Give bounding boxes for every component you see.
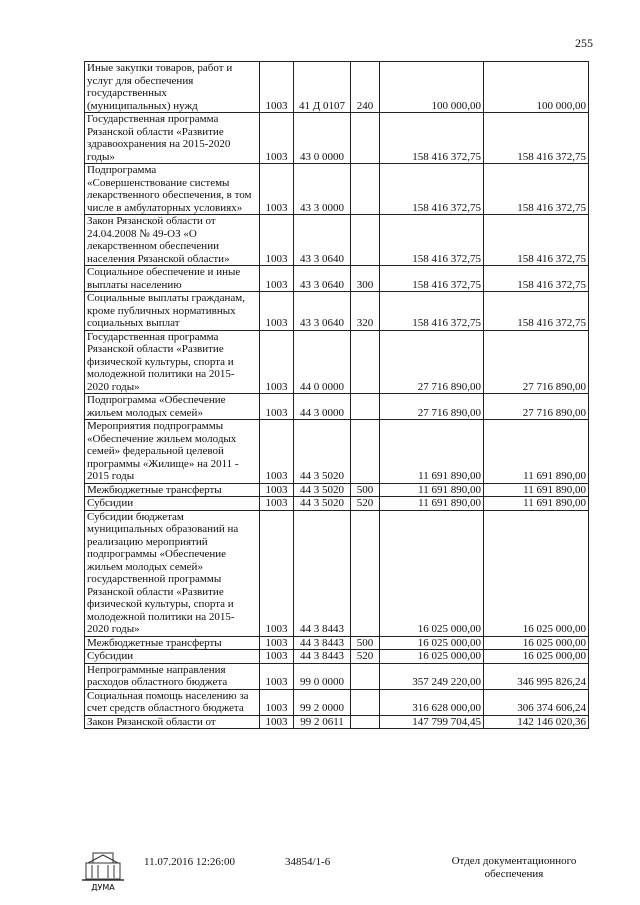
row-amount-1-cell: 16 025 000,00: [380, 650, 484, 664]
table-row: [85, 650, 589, 664]
row-target-article-cell: 99 0 0000: [294, 663, 351, 689]
table-row: [85, 113, 589, 164]
row-expense-type-cell: 500: [351, 483, 380, 497]
row-amount-2-cell: 11 691 890,00: [484, 483, 589, 497]
row-amount-1-cell: 316 628 000,00: [380, 689, 484, 715]
row-expense-type-cell: [351, 663, 380, 689]
row-name-cell: Государственная программа Рязанской области «Развитие физической культуры, спорта и молодежной политики на 2015- 2020 годы»: [85, 330, 260, 394]
row-code-cell: 1003: [260, 215, 294, 266]
row-name-cell: Субсидии: [85, 650, 260, 664]
row-amount-2-cell: 158 416 372,75: [484, 215, 589, 266]
row-code-cell: 1003: [260, 266, 294, 292]
budget-table: [84, 61, 589, 729]
row-target-article-cell: 44 3 8443: [294, 636, 351, 650]
row-name-cell: Межбюджетные трансферты: [85, 636, 260, 650]
footer-doc-number: 34854/1-6: [285, 856, 331, 868]
row-expense-type-cell: 520: [351, 497, 380, 511]
row-name-cell: Социальные выплаты гражданам, кроме публичных нормативных социальных выплат: [85, 292, 260, 331]
row-target-article-cell: 43 3 0640: [294, 292, 351, 331]
row-target-article-cell: 44 3 5020: [294, 420, 351, 484]
row-amount-1-cell: 16 025 000,00: [380, 636, 484, 650]
row-amount-2-cell: 158 416 372,75: [484, 164, 589, 215]
table-row: [85, 164, 589, 215]
row-code-cell: 1003: [260, 62, 294, 113]
row-expense-type-cell: [351, 330, 380, 394]
row-target-article-cell: 44 0 0000: [294, 330, 351, 394]
table-row: [85, 292, 589, 331]
table-row: [85, 497, 589, 511]
row-amount-1-cell: 357 249 220,00: [380, 663, 484, 689]
row-amount-1-cell: 11 691 890,00: [380, 420, 484, 484]
row-code-cell: 1003: [260, 636, 294, 650]
row-expense-type-cell: 520: [351, 650, 380, 664]
row-name-cell: Мероприятия подпрограммы «Обеспечение жильем молодых семей» федеральной целевой программы «Жилище» на 2011 - 2015 годы: [85, 420, 260, 484]
row-amount-1-cell: 27 716 890,00: [380, 330, 484, 394]
row-expense-type-cell: [351, 510, 380, 636]
row-target-article-cell: 99 2 0000: [294, 689, 351, 715]
table-row: [85, 62, 589, 113]
row-amount-2-cell: 27 716 890,00: [484, 394, 589, 420]
row-target-article-cell: 43 0 0000: [294, 113, 351, 164]
row-name-cell: Закон Рязанской области от 24.04.2008 № 49-ОЗ «О лекарственном обеспечении населения Рязанской области»: [85, 215, 260, 266]
row-code-cell: 1003: [260, 650, 294, 664]
row-name-cell: Социальное обеспечение и иные выплаты населению: [85, 266, 260, 292]
row-amount-2-cell: 100 000,00: [484, 62, 589, 113]
row-name-cell: Закон Рязанской области от: [85, 715, 260, 729]
row-amount-2-cell: 158 416 372,75: [484, 266, 589, 292]
row-code-cell: 1003: [260, 510, 294, 636]
table-body: [85, 62, 589, 729]
table-row: [85, 330, 589, 394]
row-amount-2-cell: 142 146 020,36: [484, 715, 589, 729]
row-code-cell: 1003: [260, 292, 294, 331]
row-amount-1-cell: 11 691 890,00: [380, 497, 484, 511]
row-amount-1-cell: 158 416 372,75: [380, 266, 484, 292]
row-code-cell: 1003: [260, 113, 294, 164]
row-amount-1-cell: 27 716 890,00: [380, 394, 484, 420]
row-expense-type-cell: [351, 113, 380, 164]
row-amount-1-cell: 11 691 890,00: [380, 483, 484, 497]
row-target-article-cell: 99 2 0611: [294, 715, 351, 729]
row-amount-1-cell: 158 416 372,75: [380, 113, 484, 164]
row-name-cell: Межбюджетные трансферты: [85, 483, 260, 497]
row-expense-type-cell: [351, 215, 380, 266]
row-code-cell: 1003: [260, 420, 294, 484]
row-name-cell: Субсидии бюджетам муниципальных образований на реализацию мероприятий подпрограммы «Обеспечение жильем молодых семей» государственной программы Рязанской области «Развитие физической культуры, спорта и молодежной политики на 2015- 2020 годы»: [85, 510, 260, 636]
row-amount-1-cell: 100 000,00: [380, 62, 484, 113]
row-target-article-cell: 44 3 0000: [294, 394, 351, 420]
row-expense-type-cell: [351, 420, 380, 484]
row-name-cell: Подпрограмма «Обеспечение жильем молодых семей»: [85, 394, 260, 420]
row-target-article-cell: 43 3 0000: [294, 164, 351, 215]
row-target-article-cell: 43 3 0640: [294, 215, 351, 266]
row-expense-type-cell: 320: [351, 292, 380, 331]
table-row: [85, 636, 589, 650]
row-expense-type-cell: [351, 164, 380, 215]
table-row: [85, 215, 589, 266]
page-number: 255: [575, 36, 593, 50]
row-amount-2-cell: 306 374 606,24: [484, 689, 589, 715]
row-amount-1-cell: 158 416 372,75: [380, 164, 484, 215]
row-code-cell: 1003: [260, 394, 294, 420]
row-amount-2-cell: 346 995 826,24: [484, 663, 589, 689]
row-code-cell: 1003: [260, 715, 294, 729]
row-expense-type-cell: [351, 689, 380, 715]
row-expense-type-cell: [351, 715, 380, 729]
table-row: [85, 663, 589, 689]
row-amount-2-cell: 16 025 000,00: [484, 510, 589, 636]
row-amount-1-cell: 158 416 372,75: [380, 292, 484, 331]
row-target-article-cell: 44 3 5020: [294, 497, 351, 511]
row-code-cell: 1003: [260, 164, 294, 215]
duma-logo: [78, 849, 128, 893]
logo-text: ДУМА: [91, 883, 115, 892]
row-name-cell: Иные закупки товаров, работ и услуг для обеспечения государственных (муниципальных) нужд: [85, 62, 260, 113]
row-code-cell: 1003: [260, 497, 294, 511]
row-name-cell: Непрограммные направления расходов областного бюджета: [85, 663, 260, 689]
row-name-cell: Государственная программа Рязанской области «Развитие здравоохранения на 2015-2020 годы»: [85, 113, 260, 164]
footer-department-line1: Отдел документационного: [451, 855, 577, 867]
row-code-cell: 1003: [260, 483, 294, 497]
row-amount-1-cell: 158 416 372,75: [380, 215, 484, 266]
row-amount-2-cell: 16 025 000,00: [484, 650, 589, 664]
row-name-cell: Социальная помощь населению за счет средств областного бюджета: [85, 689, 260, 715]
footer-department-line2: обеспечения: [484, 868, 544, 880]
table-row: [85, 266, 589, 292]
row-amount-2-cell: 11 691 890,00: [484, 420, 589, 484]
table-row: [85, 483, 589, 497]
row-target-article-cell: 43 3 0640: [294, 266, 351, 292]
row-target-article-cell: 44 3 5020: [294, 483, 351, 497]
row-amount-2-cell: 158 416 372,75: [484, 292, 589, 331]
table-row: [85, 510, 589, 636]
row-amount-1-cell: 147 799 704,45: [380, 715, 484, 729]
table-row: [85, 394, 589, 420]
table-row: [85, 689, 589, 715]
row-expense-type-cell: 500: [351, 636, 380, 650]
table-row: [85, 420, 589, 484]
row-name-cell: Субсидии: [85, 497, 260, 511]
row-expense-type-cell: 240: [351, 62, 380, 113]
row-target-article-cell: 44 3 8443: [294, 650, 351, 664]
row-target-article-cell: 44 3 8443: [294, 510, 351, 636]
row-amount-2-cell: 16 025 000,00: [484, 636, 589, 650]
footer-department: [438, 855, 590, 881]
row-code-cell: 1003: [260, 330, 294, 394]
row-amount-1-cell: 16 025 000,00: [380, 510, 484, 636]
row-amount-2-cell: 158 416 372,75: [484, 113, 589, 164]
row-amount-2-cell: 11 691 890,00: [484, 497, 589, 511]
row-code-cell: 1003: [260, 689, 294, 715]
row-expense-type-cell: [351, 394, 380, 420]
footer-date: 11.07.2016 12:26:00: [144, 856, 235, 868]
row-code-cell: 1003: [260, 663, 294, 689]
row-amount-2-cell: 27 716 890,00: [484, 330, 589, 394]
row-expense-type-cell: 300: [351, 266, 380, 292]
table-row: [85, 715, 589, 729]
row-target-article-cell: 41 Д 0107: [294, 62, 351, 113]
row-name-cell: Подпрограмма «Совершенствование системы лекарственного обеспечения, в том числе в амбулаторных условиях»: [85, 164, 260, 215]
